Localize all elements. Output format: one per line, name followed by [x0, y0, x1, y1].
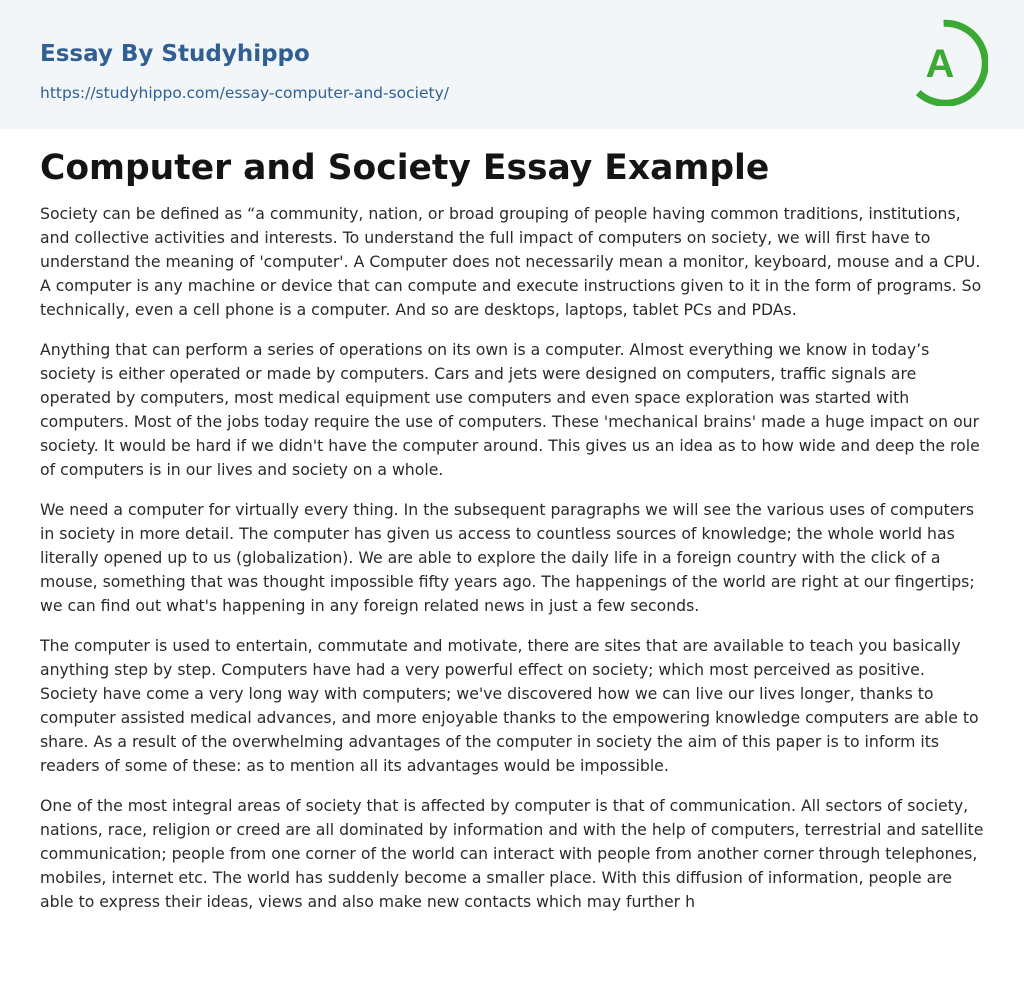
- paragraph-5: One of the most integral areas of society that is affected by computer is that of communication. All sectors of society, nations, race, religion or creed are all dominated by information and with the help of computers, terrestrial and satellite communication; people from one corner of the world can interact with people from another corner through telephones, mobiles, internet etc. The world has suddenly become a smaller place. With this diffusion of information, people are able to express their ideas, views and also make new contacts which may further h: [40, 796, 984, 911]
- paragraph-3: We need a computer for virtually every thing. In the subsequent paragraphs we will see the various uses of computers in society in more detail. The computer has given us access to countless sources of knowledge; the whole world has literally opened up to us (globalization). We are able to explore the daily life in a foreign country with the click of a mouse, something that was thought impossible fifty years ago. The happenings of the world are right at our fingertips; we can find out what's happening in any foreign related news in just a few seconds.: [40, 500, 975, 615]
- logo-icon: [912, 18, 988, 106]
- logo[interactable]: [912, 18, 988, 106]
- article: [40, 146, 984, 930]
- site-header: [0, 0, 1024, 129]
- site-brand[interactable]: Essay By Studyhippo: [40, 41, 310, 67]
- paragraph-1: Society can be defined as “a community, nation, or broad grouping of people having common traditions, institutions, and collective activities and interests. To understand the full impact of computers on society, we will first have to understand the meaning of 'computer'. A Computer does not necessarily mean a monitor, keyboard, mouse and a CPU. A computer is any machine or device that can compute and execute instructions given to it in the form of programs. So technically, even a cell phone is a computer. And so are desktops, laptops, tablet PCs and PDAs.: [40, 204, 982, 319]
- paragraph-2: Anything that can perform a series of operations on its own is a computer. Almost everything we know in today’s society is either operated or made by computers. Cars and jets were designed on computers, traffic signals are operated by computers, most medical equipment use computers and even space exploration was started with computers. Most of the jobs today require the use of computers. These 'mechanical brains' made a huge impact on our society. It would be hard if we didn't have the computer around. This gives us an idea as to how wide and deep the role of computers is in our lives and society on a whole.: [40, 340, 980, 479]
- essay-url-link[interactable]: https://studyhippo.com/essay-computer-and-society/: [40, 84, 450, 102]
- paragraph-4: The computer is used to entertain, commutate and motivate, there are sites that are available to teach you basically anything step by step. Computers have had a very powerful effect on society; which most perceived as positive. Society have come a very long way with computers; we've discovered how we can live our lives longer, thanks to computer assisted medical advances, and more enjoyable thanks to the empowering knowledge computers are able to share. As a result of the overwhelming advantages of the computer in society the aim of this paper is to inform its readers of some of these: as to mention all its advantages would be impossible.: [40, 636, 979, 775]
- page-title: Computer and Society Essay Example: [40, 148, 770, 188]
- logo-letter: A: [925, 42, 955, 86]
